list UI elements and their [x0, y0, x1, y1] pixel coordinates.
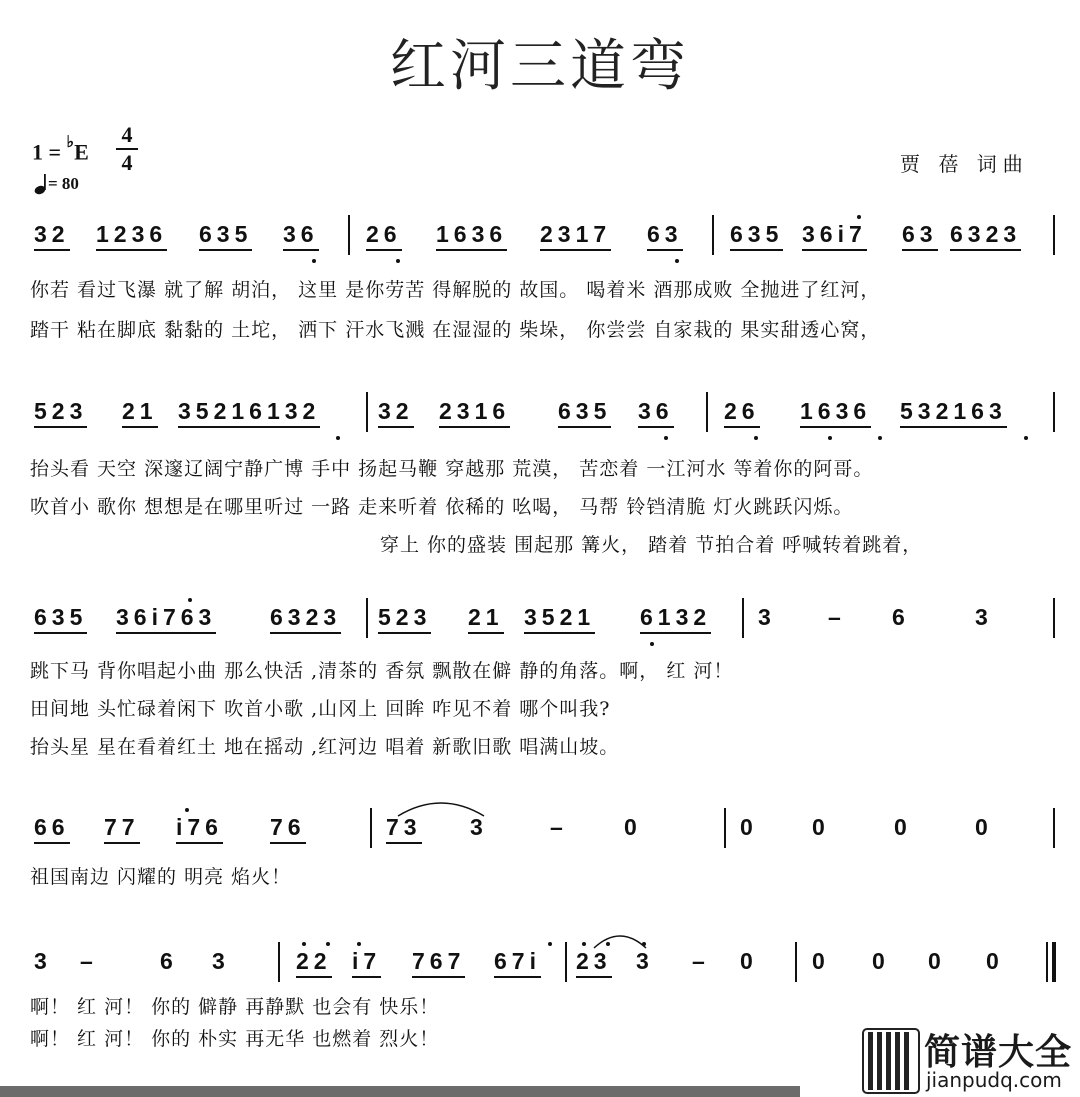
key-signature [32, 136, 89, 165]
note-group: 523 [34, 398, 87, 428]
octave-dot [642, 942, 646, 946]
note-group: 635 [730, 221, 783, 251]
note-group: 36i763 [116, 604, 216, 634]
note-group: 77 [104, 814, 140, 844]
bar-line [712, 215, 714, 255]
rest: 0 [928, 948, 946, 974]
octave-dot [326, 942, 330, 946]
octave-dot [396, 259, 400, 263]
note-group: 21 [122, 398, 158, 428]
bar-line [348, 215, 350, 255]
note: 3 [34, 948, 52, 974]
notation-line [0, 808, 1080, 854]
dash: – [80, 948, 98, 974]
octave-dot [754, 436, 758, 440]
rest: 0 [812, 948, 830, 974]
final-bar-line [1046, 942, 1056, 982]
bar-line [278, 942, 280, 982]
bar-line [565, 942, 567, 982]
lyric-line: 田间地 头忙碌着闲下 吹首小歌 ,山冈上 回眸 咋见不着 哪个叫我? [30, 698, 611, 720]
lyric-line: 抬头看 天空 深邃辽阔宁静广博 手中 扬起马鞭 穿越那 荒漠， 苦恋着 一江河水 等着你的阿哥。 [30, 458, 874, 480]
note-group: 1236 [96, 221, 167, 251]
lyric-line: 踏干 粘在脚底 黏黏的 土坨， 洒下 汗水飞溅 在湿湿的 柴垛， 你尝尝 自家栽的 果实甜透心窝， [30, 319, 881, 341]
note: 6 [892, 604, 910, 630]
rest: 0 [740, 814, 758, 840]
note-group: 523 [378, 604, 431, 634]
octave-dot [548, 942, 552, 946]
note-group: 35216132 [178, 398, 320, 428]
lyric-line: 祖国南边 闪耀的 明亮 焰火！ [30, 866, 292, 888]
notation-line [0, 942, 1080, 988]
song-title: 红河三道弯 [390, 34, 690, 99]
bar-line [1053, 215, 1055, 255]
octave-dot [582, 942, 586, 946]
bar-line [1053, 598, 1055, 638]
tempo-marking [34, 173, 79, 195]
octave-dot [650, 642, 654, 646]
dash: – [828, 604, 846, 630]
bar-line [366, 392, 368, 432]
notation-line [0, 215, 1080, 261]
bar-line [1053, 392, 1055, 432]
note: 3 [758, 604, 776, 630]
octave-dot [312, 259, 316, 263]
note-group: 532163 [900, 398, 1007, 428]
note-group: 63 [902, 221, 938, 251]
note: 3 [636, 948, 654, 974]
tempo-value: = 80 [48, 174, 79, 193]
note-group: 36i7 [802, 221, 867, 251]
octave-dot [675, 259, 679, 263]
watermark-text: 简谱大全 [924, 1032, 1073, 1073]
notation-line [0, 598, 1080, 644]
note-group: 1636 [436, 221, 507, 251]
note-group: 36 [638, 398, 674, 428]
note-group: 66 [34, 814, 70, 844]
lyric-line: 跳下马 背你唱起小曲 那么快活 ,清茶的 香氛 飘散在僻 静的角落。啊， 红 河！ [30, 660, 734, 682]
note-group: 1636 [800, 398, 871, 428]
bar-line [1053, 808, 1055, 848]
note-group: 635 [199, 221, 252, 251]
note: 3 [975, 604, 993, 630]
lyric-line: 啊！ 红 河！ 你的 朴实 再无华 也燃着 烈火！ [30, 1028, 440, 1050]
note-group: 6132 [640, 604, 711, 634]
rest: 0 [986, 948, 1004, 974]
time-signature-bottom: 4 [121, 150, 133, 175]
lyric-line: 你若 看过飞瀑 就了解 胡泊， 这里 是你劳苦 得解脱的 故国。 喝着米 酒那成败 全抛进了红河， [30, 279, 881, 301]
note-group: i7 [352, 948, 381, 978]
note-group: i76 [176, 814, 223, 844]
rest: 0 [975, 814, 993, 840]
rest: 0 [872, 948, 890, 974]
note-group: 3521 [524, 604, 595, 634]
note: 3 [470, 814, 488, 840]
note-group: 76 [270, 814, 306, 844]
note-group: 23 [576, 948, 612, 978]
note: 3 [212, 948, 230, 974]
bar-line [724, 808, 726, 848]
time-signature-top: 4 [121, 122, 133, 147]
octave-dot [878, 436, 882, 440]
key-note: E [74, 139, 89, 165]
lyric-line: 吹首小 歌你 想想是在哪里听过 一路 走来听着 依稀的 吆喝， 马帮 铃铛清脆 灯火跳跃闪烁。 [30, 496, 854, 518]
lyric-line: 穿上 你的盛装 围起那 篝火， 踏着 节拍合着 呼喊转着跳着， [380, 534, 923, 556]
note-group: 26 [366, 221, 402, 251]
note-group: 26 [724, 398, 760, 428]
dash: – [550, 814, 568, 840]
quarter-note-icon [34, 173, 48, 195]
note-group: 36 [283, 221, 319, 251]
note-group: 21 [468, 604, 504, 634]
note-group: 67i [494, 948, 541, 978]
dash: – [692, 948, 710, 974]
note-group: 767 [412, 948, 465, 978]
note-group: 22 [296, 948, 332, 978]
note-group: 32 [34, 221, 70, 251]
octave-dot [664, 436, 668, 440]
octave-dot [1024, 436, 1028, 440]
lyric-line: 啊！ 红 河！ 你的 僻静 再静默 也会有 快乐！ [30, 996, 440, 1018]
note-group: 635 [558, 398, 611, 428]
octave-dot [857, 215, 861, 219]
lyric-line: 抬头星 星在看着红土 地在摇动 ,红河边 唱着 新歌旧歌 唱满山坡。 [30, 736, 620, 758]
note-group: 6323 [950, 221, 1021, 251]
bar-line [370, 808, 372, 848]
rest: 0 [894, 814, 912, 840]
note-group: 73 [386, 814, 422, 844]
note-group: 63 [647, 221, 683, 251]
note-group: 32 [378, 398, 414, 428]
bar-line [795, 942, 797, 982]
octave-dot [828, 436, 832, 440]
bar-line [742, 598, 744, 638]
octave-dot [336, 436, 340, 440]
octave-dot [357, 942, 361, 946]
rest: 0 [812, 814, 830, 840]
watermark-url: jianpudq.com [926, 1068, 1062, 1092]
bar-line [706, 392, 708, 432]
key-prefix: 1 = [32, 139, 67, 165]
composer-credit: 贾 蓓 词曲 [900, 152, 1029, 176]
note-group: 2317 [540, 221, 611, 251]
time-signature [116, 124, 138, 174]
bar-line [366, 598, 368, 638]
rest: 0 [624, 814, 642, 840]
flat-symbol: ♭ [66, 134, 75, 151]
note-group: 2316 [439, 398, 510, 428]
bottom-strip [0, 1086, 800, 1097]
site-watermark [862, 1024, 1080, 1097]
octave-dot [188, 598, 192, 602]
notation-line [0, 392, 1080, 438]
note: 6 [160, 948, 178, 974]
octave-dot [185, 808, 189, 812]
note-group: 6323 [270, 604, 341, 634]
piano-keys-icon [862, 1028, 920, 1094]
octave-dot [606, 942, 610, 946]
octave-dot [302, 942, 306, 946]
rest: 0 [740, 948, 758, 974]
note-group: 635 [34, 604, 87, 634]
